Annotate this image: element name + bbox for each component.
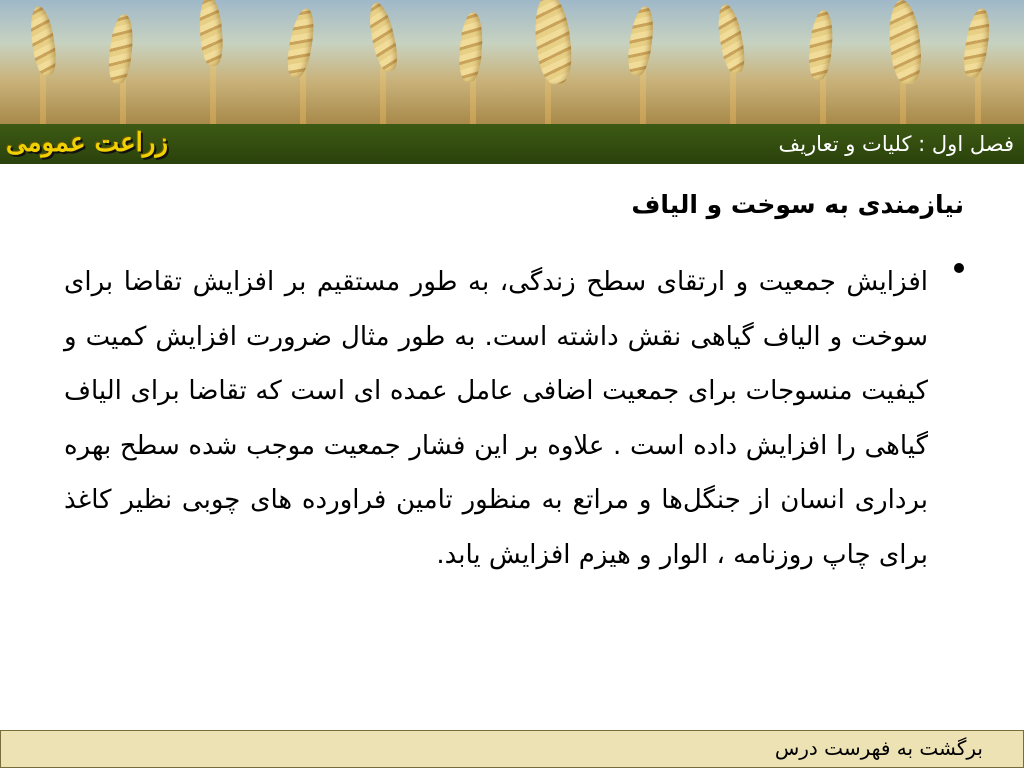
bullet-paragraph: افزایش جمعیت و ارتقای سطح زندگی، به طور مستقیم بر افزایش تقاضا برای سوخت و الیاف گیاهی نقش داشته است. به طور مثال ضرورت افزایش کمیت و کیفیت منسوجات برای جمعیت اضافی عامل عمده ای است که تقاضا برای الیاف گیاهی را افزایش داده است . علاوه بر این فشار جمعیت موجب شده سطح بهره برداری انسان از جنگل‌ها و مراتع به منظور تامین فراورده های چوبی نظیر کاغذ برای چاپ روزنامه ، الوار و هیزم افزایش یابد. <box>64 267 928 570</box>
title-bar <box>0 124 1024 164</box>
wheat-banner-image <box>0 0 1024 124</box>
chapter-title: فصل اول : کلیات و تعاریف <box>778 132 1014 156</box>
course-title: زراعت عمومی <box>6 128 169 158</box>
slide-heading: نیازمندی به سوخت و الیاف <box>631 190 964 219</box>
bullet-icon <box>954 263 964 273</box>
back-to-course-index-link[interactable]: برگشت به فهرست درس <box>774 736 983 760</box>
footer-nav-bar <box>0 730 1024 768</box>
bullet-list <box>64 255 964 582</box>
